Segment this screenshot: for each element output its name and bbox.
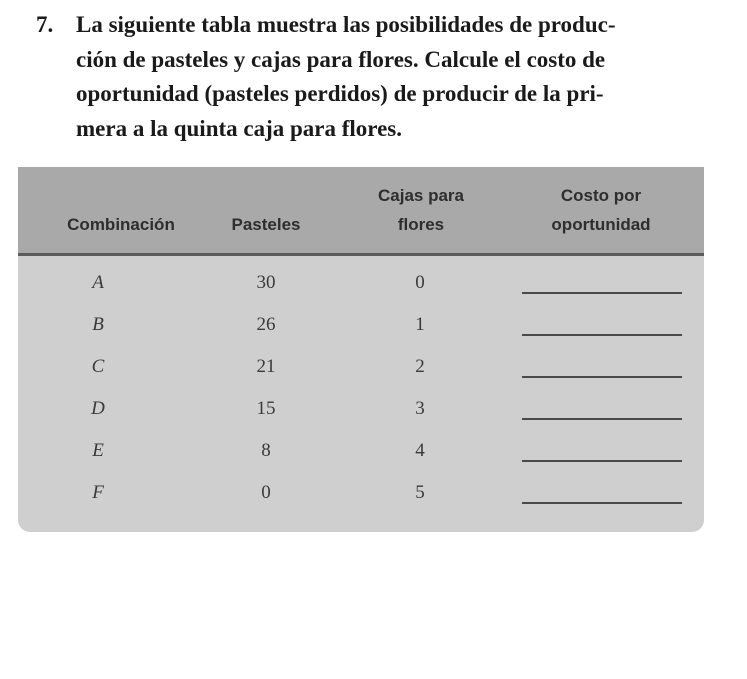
costo-blank-line (522, 376, 682, 378)
cell-cajas: 1 (415, 314, 425, 335)
cell-combinacion: F (92, 482, 104, 503)
costo-blank-line (522, 460, 682, 462)
table-header (18, 167, 704, 256)
cell-pasteles: 30 (256, 272, 276, 293)
table-row (18, 472, 704, 514)
header-combinacion-label: Combinación (67, 215, 175, 234)
header-pasteles (216, 214, 316, 235)
costo-blank-line (522, 502, 682, 504)
cell-cajas: 5 (415, 482, 425, 503)
header-costo (526, 185, 676, 235)
cell-pasteles: 0 (261, 482, 271, 503)
costo-blank-line (522, 418, 682, 420)
cell-pasteles: 15 (256, 398, 276, 419)
problem-line: mera a la quinta caja para flores. (76, 115, 403, 141)
problem-line: oportunidad (pasteles perdidos) de producir de la pri- (76, 81, 604, 106)
cell-combinacion: A (92, 272, 104, 293)
header-costo-line2: oportunidad (551, 215, 651, 234)
production-possibilities-table (18, 167, 704, 532)
costo-blank-line (522, 334, 682, 336)
cell-cajas: 2 (415, 356, 425, 377)
cell-pasteles: 26 (256, 314, 276, 335)
header-pasteles-label: Pasteles (231, 215, 301, 234)
table-row (18, 262, 704, 304)
problem-number: 7. (36, 12, 54, 37)
problem-line: ción de pasteles y cajas para flores. Calcule el costo de (76, 46, 606, 72)
table-row (18, 304, 704, 346)
cell-cajas: 3 (415, 398, 425, 419)
cell-combinacion: E (92, 440, 104, 461)
cell-pasteles: 8 (261, 440, 271, 461)
cell-cajas: 0 (415, 272, 425, 293)
cell-combinacion: C (91, 356, 105, 377)
header-cajas-line2: flores (397, 215, 445, 234)
costo-blank-line (522, 292, 682, 294)
problem-text (76, 8, 716, 146)
header-cajas (356, 185, 486, 235)
header-cajas-line1: Cajas para (378, 186, 464, 205)
cell-cajas: 4 (415, 440, 425, 461)
table-row (18, 430, 704, 472)
table-row (18, 346, 704, 388)
problem-line: La siguiente tabla muestra las posibilidades de produc- (76, 12, 616, 37)
cell-combinacion: B (92, 314, 104, 335)
header-costo-line1: Costo por (560, 186, 642, 205)
header-combinacion (46, 214, 196, 235)
cell-pasteles: 21 (256, 356, 276, 377)
cell-combinacion: D (91, 398, 105, 419)
table-row (18, 388, 704, 430)
